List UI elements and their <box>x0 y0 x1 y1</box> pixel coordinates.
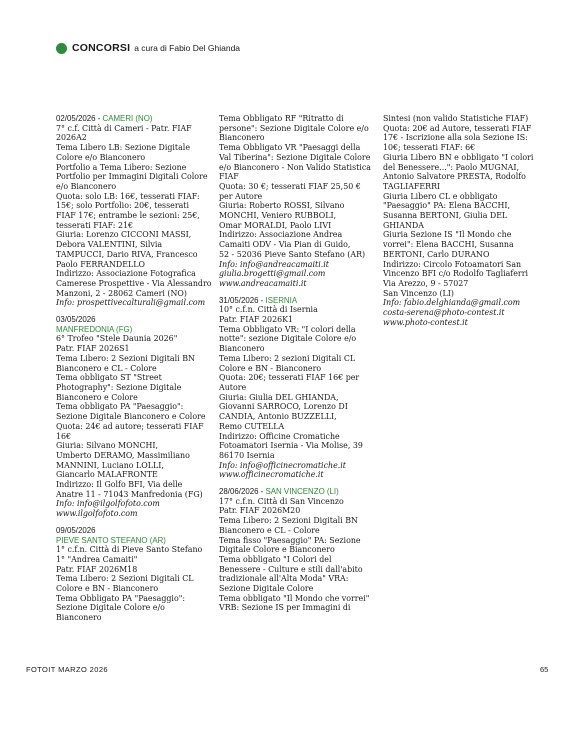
section-dot-icon <box>56 43 67 54</box>
body-line: 15€; solo Portfolio: 20€, tesserati <box>56 201 189 211</box>
body-line: Bianconero e CL - Colore <box>219 525 320 535</box>
body-line: Info: prospettivecalturali@gmail.com <box>56 298 206 308</box>
body-line: Camaiti ODV - Via Pian di Guido, <box>219 240 351 250</box>
body-line: Quota: 20€ ad Autore, tesserati FIAF <box>383 123 532 133</box>
contest-place: SAN VINCENZO (LI) <box>265 487 339 497</box>
contest-body <box>219 305 379 480</box>
body-line: Tema obbligato "I Colori del <box>219 554 332 564</box>
body-line: Vincenzo BFI c/o Rodolfo Tagliaferri <box>383 269 528 279</box>
body-line: Giuria: Silvano MONCHI, <box>56 441 159 451</box>
body-line: 86170 Isernia <box>219 450 275 460</box>
contest-body <box>56 334 216 518</box>
body-line: Patr. FIAF 2026M18 <box>56 564 138 574</box>
contest-body <box>219 114 379 289</box>
body-line: Via Arezzo, 9 - 57027 <box>383 278 469 288</box>
body-line: 2026A2 <box>56 133 87 143</box>
body-line: Debora VALENTINI, Silvia <box>56 240 163 250</box>
body-line: VRB: Sezione IS per Immagini di <box>219 603 351 613</box>
contest-heading <box>219 487 379 497</box>
column-1 <box>56 114 216 630</box>
body-line: Tema Libero: 2 Sezioni Digitali BN <box>219 516 358 526</box>
body-line: Giancarlo MALAFRONTE <box>56 470 158 480</box>
body-line: Colore e/o Bianconero <box>56 152 146 162</box>
body-line: Giuria Libero CL e obbligato <box>383 191 498 201</box>
contest-san-vincenzo-continued <box>383 114 543 327</box>
body-line: Anatre 11 - 71043 Manfredonia (FG) <box>56 489 203 499</box>
body-line: tradizionale all'Alta Moda" VRA: <box>219 574 349 584</box>
body-line: MONCHI, Veniero RUBBOLI, <box>219 211 337 221</box>
body-line: Fotoamatori Isernia - Via Molise, 39 <box>219 441 363 451</box>
contest-heading <box>219 296 379 306</box>
body-line: Benessere - Culture e stili dall'abito <box>219 564 363 574</box>
column-3 <box>383 114 543 334</box>
contest-heading <box>56 114 216 124</box>
body-line: www.andreacamaiti.it <box>219 278 307 288</box>
body-line: www.photo-contest.it <box>383 317 468 327</box>
contest-place: PIEVE SANTO STEFANO (AR) <box>56 535 166 545</box>
body-line: Patr. FIAF 2026M20 <box>219 506 301 516</box>
body-line: Autore <box>219 382 247 392</box>
page-header <box>56 41 240 55</box>
body-line: Info: info@officinecromatiche.it <box>219 460 346 470</box>
body-line: 1° "Andrea Camaiti" <box>56 554 138 564</box>
body-line: del Benessere...": Paolo MUGNAI, <box>383 162 519 172</box>
body-line: Colore e BN - Bianconero <box>56 584 159 594</box>
contest-place: MANFREDONIA (FG) <box>56 324 133 334</box>
contest-date: 28/06/2026 - <box>219 487 266 497</box>
body-line: giulia.brogetti@gmail.com <box>219 269 326 279</box>
body-line: Tema obbligato ST "Street <box>56 373 162 383</box>
body-line: Giuria Libero BN e obbligato "I colori <box>383 152 534 162</box>
body-line: Tema Obbligato PA "Paesaggio": <box>56 593 185 603</box>
body-line: Colore e BN - Bianconero <box>219 363 322 373</box>
contest-pieve-continued <box>219 114 379 289</box>
contest-pieve-santo-stefano <box>56 526 216 623</box>
body-line: Manzoni, 2 - 28062 Cameri (NO) <box>56 288 187 298</box>
body-line: TAGLIAFERRI <box>383 181 441 191</box>
body-line: Quota: 24€ ad autore; tesserati FIAF <box>56 421 204 431</box>
body-line: San Vincenzo (LI) <box>383 288 454 298</box>
contest-date: 02/05/2026 - <box>56 114 103 123</box>
body-line: Tema Obbligato VR: "I colori della <box>219 324 356 334</box>
body-line: Tema Libero: 2 Sezioni Digitali BN <box>56 353 195 363</box>
body-line: Indirizzo: Officine Cromatiche <box>219 431 340 441</box>
body-line: per Autore <box>219 191 263 201</box>
body-line: FIAF 17€; entrambe le sezioni: 25€, <box>56 211 200 221</box>
body-line: Info: info@ilgolfofoto.com <box>56 499 160 509</box>
body-line: Val Tiberina": Sezione Digitale Colore <box>219 152 371 162</box>
body-line: Tema obbligato PA "Paesaggio": <box>56 402 184 412</box>
body-line: Bianconero <box>219 344 265 354</box>
contest-body <box>383 114 543 327</box>
body-line: 7° c.f. Città di Cameri - Patr. FIAF <box>56 123 192 133</box>
body-line: 6° Trofeo "Stele Daunia 2026" <box>56 334 178 344</box>
body-line: www.ilgolfofoto.com <box>56 509 138 519</box>
body-line: Omar MORALDI, Paolo LIVI <box>219 220 332 230</box>
body-line: 16€ <box>56 431 72 441</box>
contest-body <box>56 124 216 308</box>
body-line: Tema Libero LB: Sezione Digitale <box>56 143 190 153</box>
body-line: Tema Obbligato RF "Ritratto di <box>219 114 344 123</box>
body-line: Bianconero <box>56 613 102 623</box>
body-line: TAMPUCCI, Dario RIVA, Francesco <box>56 249 198 259</box>
contest-date: 09/05/2026 <box>56 525 96 535</box>
body-line: Sezione Digitale Colore e/o <box>56 603 165 613</box>
body-line: "Paesaggio" PA: Elena BACCHI, <box>383 201 511 211</box>
body-line: Info: fabio.delghianda@gmail.com <box>383 298 521 308</box>
contest-san-vincenzo <box>219 487 379 613</box>
body-line: Tema obbligato "Il Mondo che vorrei" <box>219 593 370 603</box>
body-line: Tema fisso "Paesaggio" PA: Sezione <box>219 535 361 545</box>
body-line: Sintesi (non valido Statistiche FIAF) <box>383 114 529 123</box>
body-line: Portfolio per Immagini Digitali Colore <box>56 172 208 182</box>
body-line: tesserati FIAF: 21€ <box>56 220 133 230</box>
body-line: 52 - 52036 Pieve Santo Stefano (AR) <box>219 249 366 259</box>
body-line: Indirizzo: Associazione Andrea <box>219 230 343 240</box>
body-line: Camerese Prospettive - Via Alessandro <box>56 278 212 288</box>
body-line: Patr. FIAF 2026S1 <box>56 344 130 354</box>
body-line: 17° c.f.n. Città di San Vincenzo <box>219 496 344 506</box>
body-line: Giuria Sezione IS "Il Mondo che <box>383 230 512 240</box>
body-line: Patr. FIAF 2026K1 <box>219 315 294 325</box>
section-subtitle: a cura di Fabio Del Ghianda <box>134 43 241 53</box>
body-line: GHIANDA <box>383 220 424 230</box>
body-line: Info: info@andreacamaiti.it <box>219 259 329 269</box>
body-line: persone": Sezione Digitale Colore e/o <box>219 123 369 133</box>
body-line: e/o Bianconero - Non Valido Statistica <box>219 162 371 172</box>
body-line: Bianconero e CL - Colore <box>56 363 157 373</box>
body-line: Photography": Sezione Digitale <box>56 382 182 392</box>
body-line: 1° c.f.n. Città di Pieve Santo Stefano <box>56 545 203 555</box>
body-line: Giuria: Lorenzo CICCONI MASSI, <box>56 230 192 240</box>
body-line: Bianconero <box>219 133 265 143</box>
body-line: Remo CUTELLA <box>219 421 285 431</box>
body-line: Tema Libero: 2 Sezioni Digitali CL <box>56 574 194 584</box>
contest-body <box>219 497 379 613</box>
body-line: 10° c.f.n. Città di Isernia <box>219 305 318 315</box>
body-line: 10€; tesserati FIAF: 6€ <box>383 143 476 153</box>
body-line: Giuria: Giulia DEL GHIANDA, <box>219 392 339 402</box>
footer-magazine-issue: FOTOIT MARZO 2026 <box>26 665 108 674</box>
body-line: Umberto DERAMO, Massimiliano <box>56 450 190 460</box>
body-line: FIAF <box>219 172 239 182</box>
body-line: www.officinecromatiche.it <box>219 470 324 480</box>
body-line: Sezione Digitale Colore <box>219 584 314 594</box>
body-line: Susanna BERTONI, Giulia DEL <box>383 211 508 221</box>
contest-body <box>56 545 216 623</box>
contest-place: ISERNIA <box>265 295 298 305</box>
body-line: Digitale Colore e Bianconero <box>219 545 335 555</box>
body-line: Tema Obbligato VR "Paesaggi della <box>219 143 361 153</box>
body-line: Tema Libero: 2 sezioni Digitali CL <box>219 353 356 363</box>
body-line: Quota: 30 €; tesserati FIAF 25,50 € <box>219 181 361 191</box>
body-line: Quota: solo LB: 16€, tesserati FIAF: <box>56 191 200 201</box>
body-line: Paolo FERRANDELLO <box>56 259 145 269</box>
body-line: Sezione Digitale Bianconero e Colore <box>56 412 206 422</box>
body-line: 17€ - Iscrizione alla sola Sezione IS: <box>383 133 528 143</box>
body-line: Indirizzo: Circolo Fotoamatori San <box>383 259 522 269</box>
body-line: Antonio Salvatore PRESTA, Rodolfo <box>383 172 526 182</box>
body-line: Giovanni SARROCO, Lorenzo DI <box>219 402 348 412</box>
body-line: Quota: 20€; tesserati FIAF 16€ per <box>219 373 360 383</box>
body-line: Portfolio a Tema Libero: Sezione <box>56 162 187 172</box>
column-2 <box>219 114 379 620</box>
body-line: MANNINI, Luciano LOLLI, <box>56 460 164 470</box>
body-line: e/o Bianconero <box>56 181 117 191</box>
contest-place: CAMERI (NO) <box>102 114 153 123</box>
contest-date: 03/05/2026 <box>56 315 96 325</box>
contest-isernia <box>219 296 379 480</box>
contest-manfredonia <box>56 315 216 519</box>
page-number: 65 <box>540 665 549 674</box>
body-line: vorrei": Elena BACCHI, Susanna <box>383 240 514 250</box>
body-line: BERTONI, Carlo DURANO <box>383 249 490 259</box>
contest-cameri <box>56 114 216 308</box>
body-line: Indirizzo: Associazione Fotografica <box>56 269 196 279</box>
body-line: notte": sezione Digitale Colore e/o <box>219 334 357 344</box>
contest-date: 31/05/2026 - <box>219 295 266 305</box>
body-line: costa-serena@photo-contest.it <box>383 308 505 318</box>
section-title: CONCORSI <box>72 42 131 54</box>
body-line: Bianconero e Colore <box>56 392 138 402</box>
body-line: Giuria: Roberto ROSSI, Silvano <box>219 201 345 211</box>
body-line: CANDIA, Antonio BUZZELLI, <box>219 412 337 422</box>
body-line: Indirizzo: Il Golfo BFI, Via delle <box>56 480 183 490</box>
